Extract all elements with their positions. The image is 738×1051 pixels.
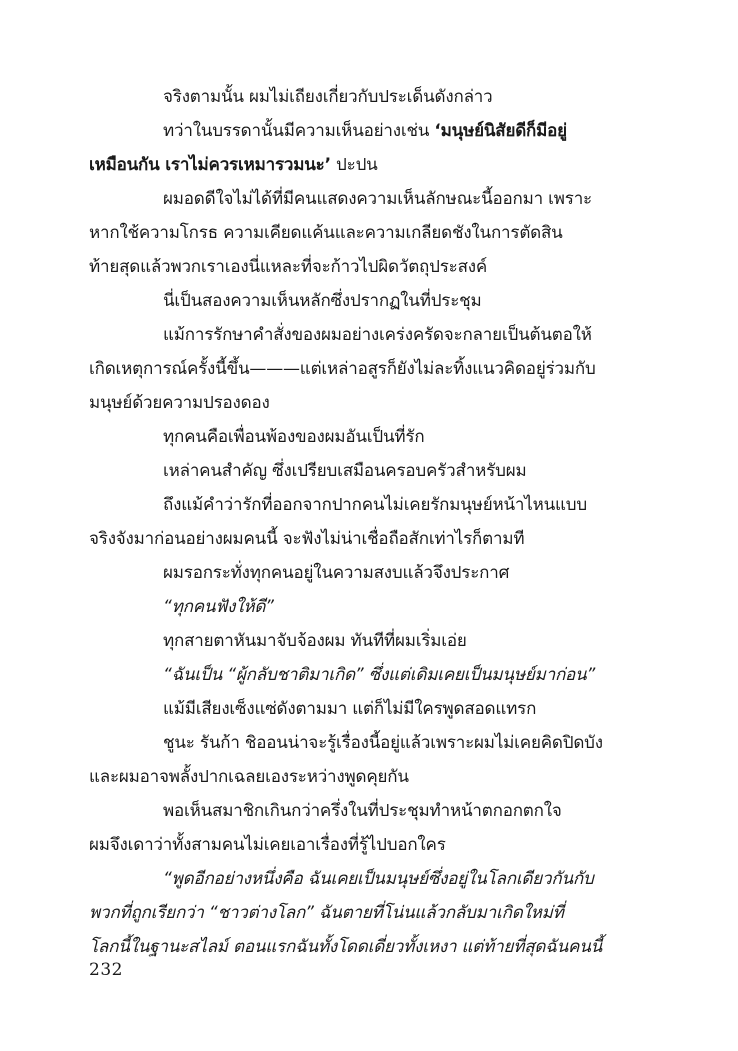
dialogue-line: พวกที่ถูกเรียกว่า “ชาวต่างโลก” ฉันตายที่โน่นแล้วกลับมาเกิดใหม่ที่ [89,903,564,923]
dialogue-line: “ฉันเป็น “ผู้กลับชาติมาเกิด” ซึ่งแต่เดิมเคยเป็นมนุษย์มาก่อน” [163,665,596,685]
text-line: หากใช้ความโกรธ ความเคียดแค้นและความเกลียดชังในการตัดสิน [89,223,563,243]
dialogue-line: “พูดอีกอย่างหนึ่งคือ ฉันเคยเป็นมนุษย์ซึ่งอยู่ในโลกเดียวกันกับ [163,869,594,889]
text-line: ทุกสายตาหันมาจับจ้องผม ทันทีที่ผมเริ่มเอ่ย [163,631,467,651]
text-line: แม้มีเสียงเซ็งแซ่ดังตามมา แต่ก็ไม่มีใครพูดสอดแทรก [163,699,537,719]
text-line: พอเห็นสมาชิกเกินกว่าครึ่งในที่ประชุมทำหน้าตกอกตกใจ [163,801,562,821]
text-line: ถึงแม้คำว่ารักที่ออกจากปากคนไม่เคยรักมนุษย์หน้าไหนแบบ [163,495,587,515]
text-line: นี่เป็นสองความเห็นหลักซึ่งปรากฏในที่ประชุม [163,291,482,311]
text-line: ชูนะ รันก้า ชิออนน่าจะรู้เรื่องนี้อยู่แล้วเพราะผมไม่เคยคิดปิดบัง [163,733,603,753]
text-line: แม้การรักษาคำสั่งของผมอย่างเคร่งครัดจะกลายเป็นต้นตอให้ [163,325,592,345]
text-line: จริงจังมาก่อนอย่างผมคนนี้ จะฟังไม่น่าเชื่อถือสักเท่าไรก็ตามที [89,529,525,549]
text-line: เหล่าคนสำคัญ ซึ่งเปรียบเสมือนครอบครัวสำหรับผม [163,461,527,481]
text-line: เหมือนกัน เราไม่ควรเหมารวมนะ’ ปะปน [89,155,378,175]
text-line: ผมรอกระทั่งทุกคนอยู่ในความสงบแล้วจึงประกาศ [163,563,510,583]
text-line: เกิดเหตุการณ์ครั้งนี้ขึ้น———แต่เหล่าอสูรก็ยังไม่ละทิ้งแนวคิดอยู่ร่วมกับ [89,359,596,379]
text-line: ผมจึงเดาว่าทั้งสามคนไม่เคยเอาเรื่องที่รู้ไปบอกใคร [89,835,446,855]
text-line: ผมอดดีใจไม่ได้ที่มีคนแสดงความเห็นลักษณะนี้ออกมา เพราะ [163,189,592,209]
page-number: 232 [89,960,123,980]
text-line: มนุษย์ด้วยความปรองดอง [89,393,270,413]
text-line: ทว่าในบรรดานั้นมีความเห็นอย่างเช่น ‘มนุษย์นิสัยดีก็มีอยู่ [163,121,567,141]
text-line: ท้ายสุดแล้วพวกเราเองนี่แหละที่จะก้าวไปผิดวัตถุประสงค์ [89,257,488,277]
dialogue-line: “ทุกคนฟังให้ดี” [163,597,274,617]
text-line: และผมอาจพลั้งปากเฉลยเองระหว่างพูดคุยกัน [89,767,409,787]
text-line: ทุกคนคือเพื่อนพ้องของผมอันเป็นที่รัก [163,427,425,447]
text-line: จริงตามนั้น ผมไม่เถียงเกี่ยวกับประเด็นดังกล่าว [163,87,493,107]
dialogue-line: โลกนี้ในฐานะสไลม์ ตอนแรกฉันทั้งโดดเดี่ยวทั้งเหงา แต่ท้ายที่สุดฉันคนนี้ [89,937,603,957]
